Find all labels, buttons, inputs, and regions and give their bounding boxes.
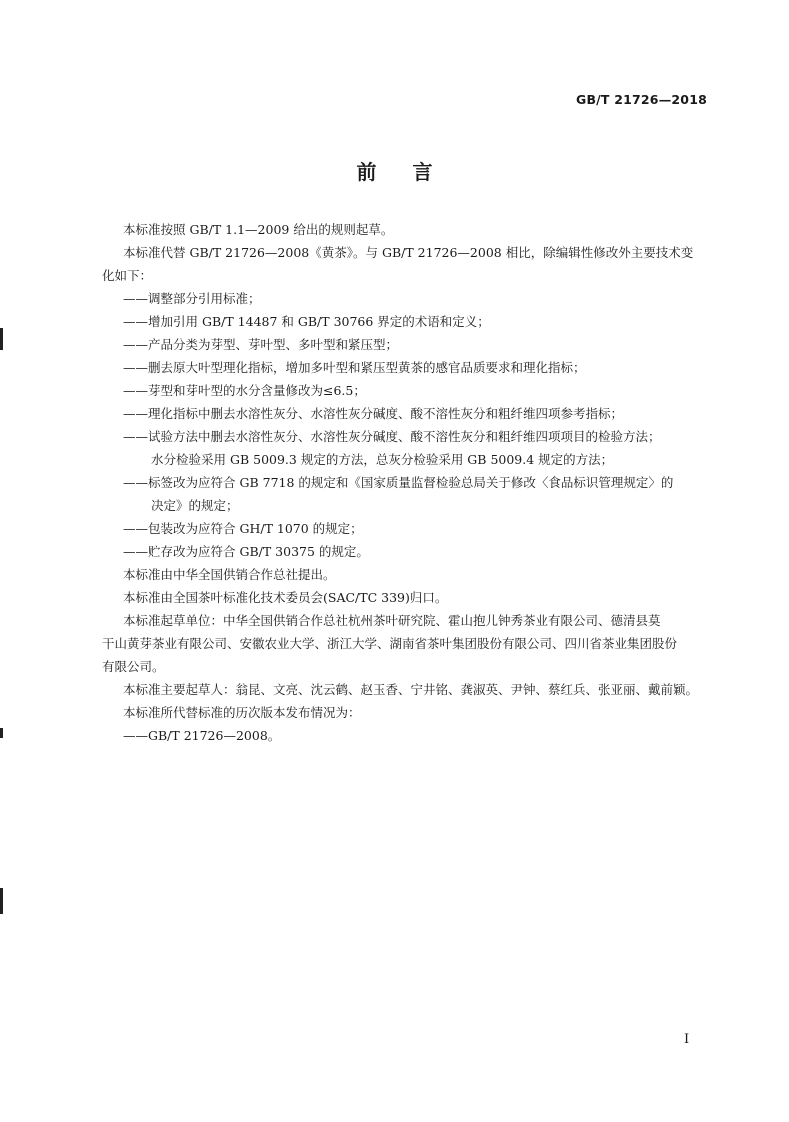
paragraph: 本标准由全国茶叶标准化技术委员会(SAC/TC 339)归口。 [123,590,448,605]
paragraph: 本标准按照 GB/T 1.1—2009 给出的规则起草。 [123,222,394,237]
scan-edge-mark [0,728,3,738]
paragraph-continuation: 干山黄芽茶业有限公司、安徽农业大学、浙江大学、湖南省茶叶集团股份有限公司、四川省茶业集团股份 [102,636,678,651]
list-item-continuation: 水分检验采用 GB 5009.3 规定的方法，总灰分检验采用 GB 5009.4 规定的方法； [151,452,614,467]
list-item: ——增加引用 GB/T 14487 和 GB/T 30766 界定的术语和定义； [123,314,490,329]
paragraph: 本标准代替 GB/T 21726—2008《黄茶》。与 GB/T 21726—2008 相比，除编辑性修改外主要技术变 [123,245,694,260]
list-item: ——GB/T 21726—2008。 [123,728,281,743]
list-item: ——调整部分引用标准； [123,291,261,306]
list-item: ——产品分类为芽型、芽叶型、多叶型和紧压型； [123,337,399,352]
paragraph-continuation: 化如下： [102,268,153,283]
scan-edge-mark [0,888,3,914]
list-item: ——芽型和芽叶型的水分含量修改为≤6.5； [123,383,366,398]
scan-edge-mark [0,328,3,350]
list-item: ——包装改为应符合 GH/T 1070 的规定； [123,521,363,536]
paragraph-continuation: 有限公司。 [102,659,165,674]
paragraph: 本标准起草单位：中华全国供销合作总社杭州茶叶研究院、霍山抱儿钟秀茶业有限公司、德清县莫 [123,613,661,628]
paragraph: 本标准由中华全国供销合作总社提出。 [123,567,336,582]
page-number: I [684,1032,690,1047]
paragraph: 本标准主要起草人：翁昆、文亮、沈云鹤、赵玉香、宁井铭、龚淑英、尹钟、蔡红兵、张亚丽、戴前颖。 [123,682,699,697]
list-item: ——标签改为应符合 GB 7718 的规定和《国家质量监督检验总局关于修改〈食品标识管理规定〉的 [123,475,674,490]
foreword-body [102,218,712,747]
standard-code: GB/T 21726—2018 [575,92,707,107]
list-item: ——理化指标中删去水溶性灰分、水溶性灰分碱度、酸不溶性灰分和粗纤维四项参考指标； [123,406,624,421]
list-item: ——试验方法中删去水溶性灰分、水溶性灰分碱度、酸不溶性灰分和粗纤维四项项目的检验方法； [123,429,661,444]
list-item: ——删去原大叶型理化指标，增加多叶型和紧压型黄茶的感官品质要求和理化指标； [123,360,586,375]
paragraph: 本标准所代替标准的历次版本发布情况为： [123,705,361,720]
list-item-continuation: 决定》的规定； [151,498,239,513]
title-char: 言 [412,160,433,184]
list-item: ——贮存改为应符合 GB/T 30375 的规定。 [123,544,369,559]
page-title [0,156,789,185]
title-char: 前 [356,160,377,184]
